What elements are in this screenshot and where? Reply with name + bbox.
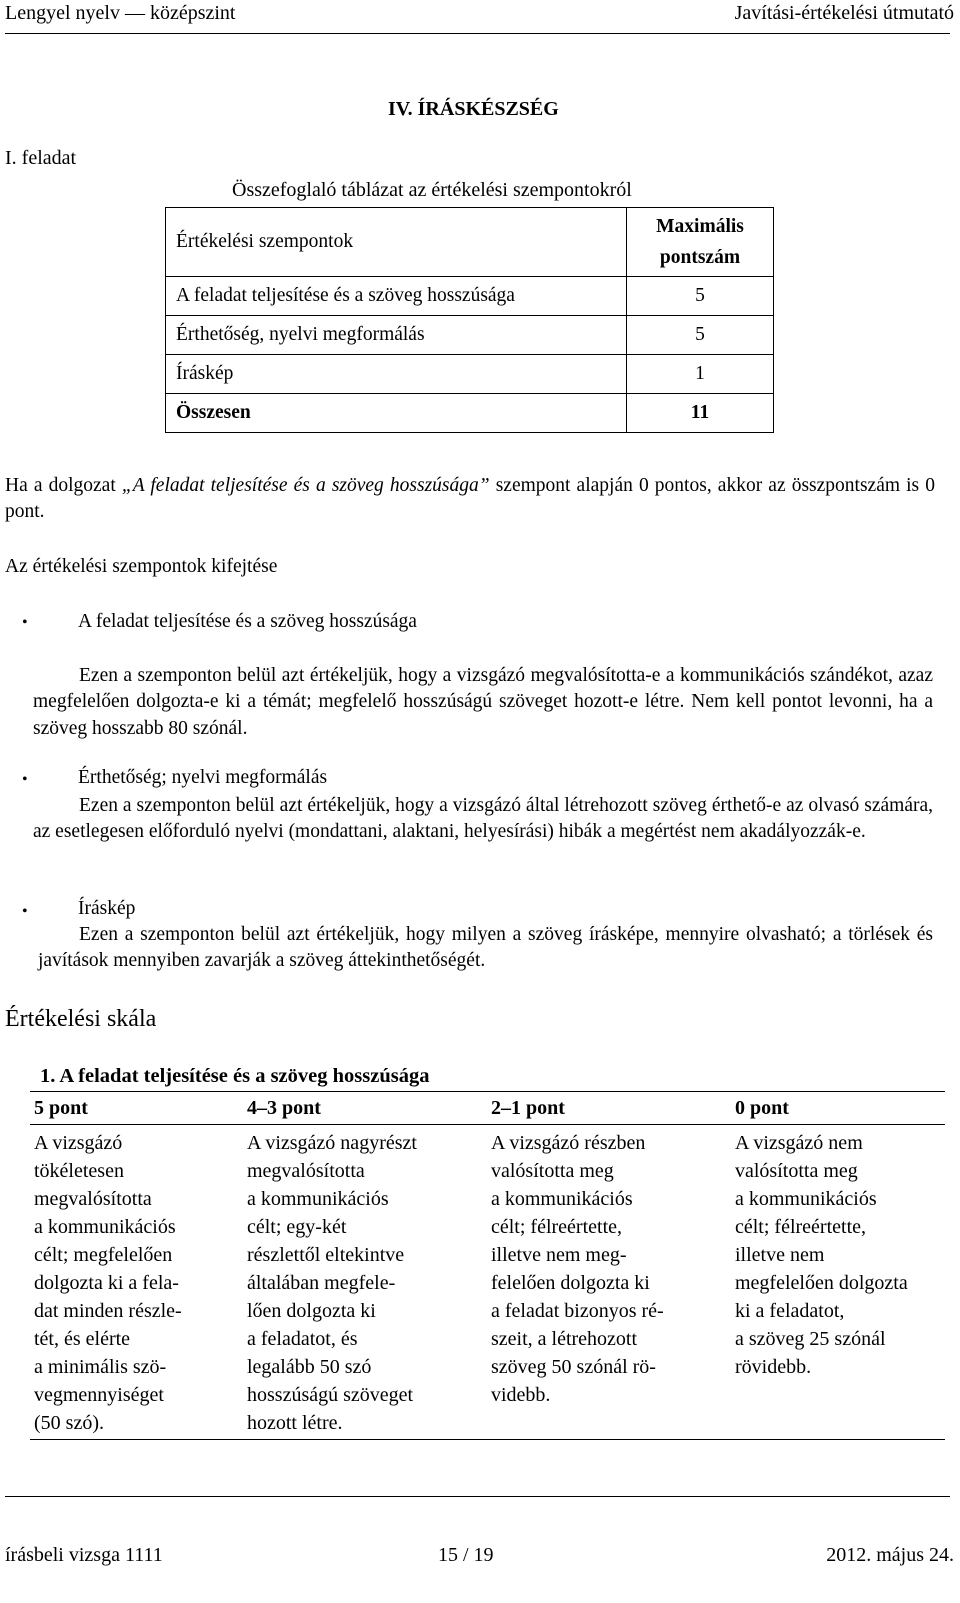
scale-line: a minimális szö- — [34, 1356, 167, 1378]
footer-date: 2012. május 24. — [826, 1544, 954, 1566]
scale-line: valósította meg — [735, 1160, 858, 1182]
summary-col-max-points — [627, 208, 774, 277]
scale-line: (50 szó). — [34, 1412, 104, 1434]
summary-table — [165, 207, 774, 433]
bullet-icon: • — [22, 614, 28, 631]
section-title: IV. ÍRÁSKÉSZSÉG — [388, 98, 559, 120]
scale-line: valósította meg — [491, 1160, 614, 1182]
note-italic: „A feladat teljesítése és a szöveg hosszúsága” — [121, 475, 490, 496]
criterion-title: A feladat teljesítése és a szöveg hosszúsága — [78, 611, 417, 632]
scale-line: a kommunikációs — [247, 1188, 389, 1210]
summary-row — [166, 277, 774, 316]
criterion-text: Ezen a szemponton belül azt értékeljük, hogy a vizsgázó megvalósította-e a kommunikációs szándékot, azaz megfelelően dolgozta-e ki a témát; megfelelő hosszúságú szöveget hozott-e létre. Nem kell pontot levonni, ha a szöveg hosszabb 80 szónál. — [33, 665, 933, 739]
scale-line: videbb. — [491, 1384, 551, 1406]
scale-line: hosszúságú szöveget — [247, 1384, 414, 1406]
scale-cell-5 — [30, 1125, 243, 1440]
scale-line: illetve nem meg- — [491, 1244, 627, 1266]
bullet-icon: • — [22, 771, 28, 788]
scale-line: ki a feladatot, — [735, 1300, 845, 1322]
explanation-title: Az értékelési szempontok kifejtése — [5, 556, 278, 577]
header-left: Lengyel nyelv — középszint — [5, 2, 236, 24]
criterion-title: Érthetőség; nyelvi megformálás — [78, 767, 328, 788]
scale-line: A vizsgázó nagyrészt — [247, 1132, 417, 1154]
note-before: Ha a dolgozat — [5, 475, 122, 496]
scale-line: a szöveg 25 szónál — [735, 1328, 886, 1350]
scale-line: tét, és elérte — [34, 1328, 131, 1350]
summary-total-row — [166, 394, 774, 433]
summary-table-caption: Összefoglaló táblázat az értékelési szempontokról — [232, 179, 632, 201]
scale-line: a feladat bizonyos ré- — [491, 1300, 664, 1322]
scale-line: dat minden részle- — [34, 1300, 182, 1322]
scale-table — [30, 1091, 945, 1440]
scale-line: A vizsgázó részben — [491, 1132, 646, 1154]
task-label: I. feladat — [5, 147, 77, 169]
scale-line: felelően dolgozta ki — [491, 1272, 650, 1294]
scale-line: legalább 50 szó — [247, 1356, 372, 1378]
scale-line: vegmennyiséget — [34, 1384, 164, 1406]
header-right: Javítási-értékelési útmutató — [734, 2, 954, 24]
scale-line: megvalósította — [34, 1188, 152, 1210]
max-points-line2: pontszám — [659, 247, 741, 268]
scale-cell-4-3 — [243, 1125, 487, 1440]
scale-line: általában megfele- — [247, 1272, 396, 1294]
scale-line: célt; egy-két — [247, 1216, 347, 1238]
scale-line: A vizsgázó — [34, 1132, 123, 1154]
scale-line: lően dolgozta ki — [247, 1300, 376, 1322]
summary-total-label: Összesen — [166, 394, 627, 433]
scale-line: hozott létre. — [247, 1412, 343, 1434]
criterion-text: Ezen a szemponton belül azt értékeljük, hogy milyen a szöveg írásképe, mennyire olvasható; a törlések és javítások mennyiben zavarják a szöveg áttekinthetőségét. — [38, 924, 933, 972]
summary-row-label: Érthetőség, nyelvi megformálás — [166, 316, 627, 355]
scale-line: célt; félreértette, — [735, 1216, 867, 1238]
scale-header-row — [30, 1092, 945, 1125]
summary-row — [166, 316, 774, 355]
footer-divider — [5, 1496, 950, 1497]
criterion-text: Ezen a szemponton belül azt értékeljük, hogy a vizsgázó által létrehozott szöveg érthető-e az olvasó számára, az esetlegesen előforduló nyelvi (mondattani, alaktani, helyesírási) hibák a megértést nem akadályozzák-e. — [33, 795, 933, 843]
scale-line: szöveg 50 szónál rö- — [491, 1356, 656, 1378]
summary-row-label: A feladat teljesítése és a szöveg hosszúsága — [166, 277, 627, 316]
scale-line: tökéletesen — [34, 1160, 124, 1182]
summary-row-points: 5 — [627, 277, 774, 316]
note-after: szempont alapján 0 pontos, akkor az összpontszám is 0 pont. — [5, 475, 935, 523]
scale-row — [30, 1125, 945, 1440]
footer-page-number: 15 / 19 — [438, 1544, 494, 1566]
scale-line: dolgozta ki a fela- — [34, 1272, 179, 1294]
scale-cell-0 — [731, 1125, 945, 1440]
scale-subtitle: 1. A feladat teljesítése és a szöveg hosszúsága — [40, 1065, 430, 1087]
summary-total-points: 11 — [627, 394, 774, 433]
summary-col-criteria: Értékelési szempontok — [166, 208, 627, 277]
scale-title: Értékelési skála — [5, 1006, 157, 1032]
scale-line: rövidebb. — [735, 1356, 812, 1378]
summary-row-label: Íráskép — [166, 355, 627, 394]
scale-header-4-3: 4–3 pont — [243, 1092, 487, 1125]
summary-row — [166, 355, 774, 394]
scale-line: célt; megfelelően — [34, 1244, 173, 1266]
scale-line: szeit, a létrehozott — [491, 1328, 638, 1350]
scale-line: a kommunikációs — [491, 1188, 633, 1210]
scale-header-5: 5 pont — [30, 1092, 243, 1125]
scale-line: részlettől eltekintve — [247, 1244, 405, 1266]
bullet-icon: • — [22, 903, 28, 920]
scale-line: a kommunikációs — [34, 1216, 176, 1238]
summary-header-row — [166, 208, 774, 277]
criterion-title: Íráskép — [78, 898, 136, 919]
scale-line: a feladatot, és — [247, 1328, 358, 1350]
scale-line: a kommunikációs — [735, 1188, 877, 1210]
summary-row-points: 5 — [627, 316, 774, 355]
scale-line: A vizsgázó nem — [735, 1132, 863, 1154]
scale-cell-2-1 — [487, 1125, 731, 1440]
scale-line: megfelelően dolgozta — [735, 1272, 908, 1294]
summary-row-points: 1 — [627, 355, 774, 394]
scale-line: illetve nem — [735, 1244, 825, 1266]
scale-line: célt; félreértette, — [491, 1216, 623, 1238]
footer-exam-code: írásbeli vizsga 1111 — [5, 1544, 163, 1566]
scale-header-2-1: 2–1 pont — [487, 1092, 731, 1125]
header-divider — [5, 33, 950, 34]
scale-line: megvalósította — [247, 1160, 365, 1182]
max-points-line1: Maximális — [656, 215, 744, 237]
zero-points-note — [5, 473, 935, 526]
scale-header-0: 0 pont — [731, 1092, 945, 1125]
